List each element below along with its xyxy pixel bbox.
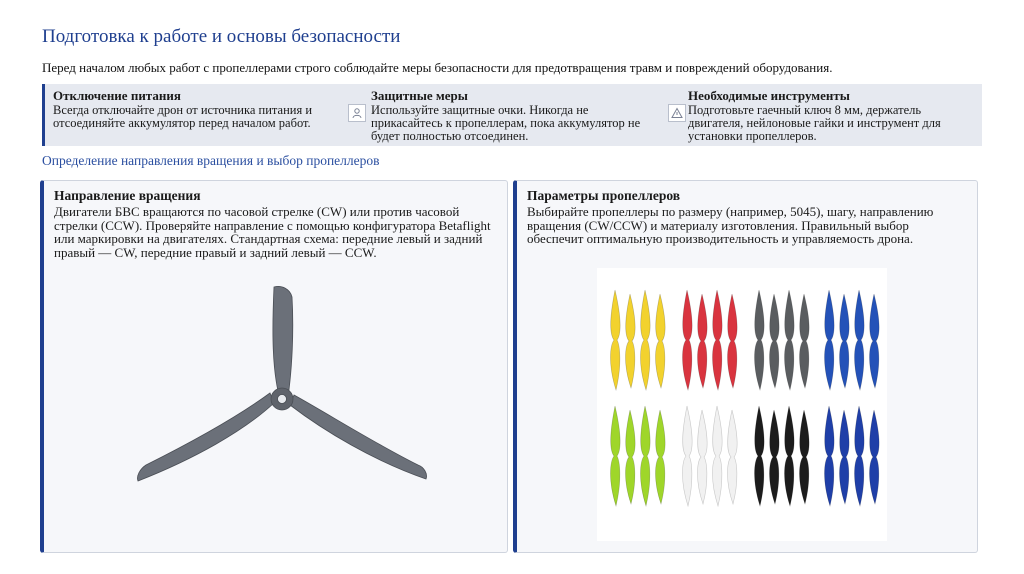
propeller-blade	[785, 406, 795, 506]
propeller-blade	[800, 410, 810, 504]
propeller-blade	[626, 410, 636, 504]
section-subtitle: Определение направления вращения и выбор пропеллеров	[42, 153, 380, 168]
card-rotation	[40, 180, 508, 553]
user-icon	[348, 104, 366, 122]
panel-safety	[346, 84, 668, 146]
propeller-blade	[785, 290, 795, 390]
panel-safety-title: Защитные меры	[371, 88, 468, 103]
propeller-blade	[713, 406, 723, 506]
propeller-blade	[825, 290, 835, 390]
propeller-blade	[611, 290, 621, 390]
alert-icon	[668, 104, 686, 122]
intro-text: Перед началом любых работ с пропеллерами строго соблюдайте меры безопасности для предотвращения травм и повреждений оборудования.	[42, 60, 833, 75]
propeller-blade	[870, 294, 880, 388]
propeller-blade	[611, 406, 621, 506]
propeller-blade	[855, 406, 865, 506]
propeller-blade	[656, 294, 666, 388]
card-propeller-params	[513, 180, 978, 553]
panel-power-off-body: Всегда отключайте дрон от источника питания и отсоединяйте аккумулятор перед началом работ.	[53, 103, 313, 130]
page-title: Подготовка к работе и основы безопасности	[42, 26, 401, 47]
card-rotation-title: Направление вращения	[54, 188, 201, 203]
propeller-blade	[683, 406, 693, 506]
propeller-blade	[755, 290, 765, 390]
three-blade-propeller-image	[134, 281, 434, 496]
propeller-blade	[713, 290, 723, 390]
propeller-blade	[698, 294, 708, 388]
panel-tools	[668, 84, 982, 146]
card-rotation-body: Двигатели БВС вращаются по часовой стрелке (CW) или против часовой стрелки (CCW). Проверяйте направление с помощью конфигуратора Betaflight или маркировки на двигателях. Стандартная схема: передние левый и задний правый — CW, передние правый и задний левый — CCW.	[54, 204, 491, 260]
panel-safety-body: Используйте защитные очки. Никогда не прикасайтесь к пропеллерам, пока аккумулятор не будет полностью отсоединен.	[371, 103, 641, 143]
propeller-blade	[698, 410, 708, 504]
propeller-blade	[770, 410, 780, 504]
propeller-blade	[770, 294, 780, 388]
propeller-blade	[840, 410, 850, 504]
propeller-blade	[656, 410, 666, 504]
propeller-blade	[641, 290, 651, 390]
propeller-blade	[855, 290, 865, 390]
propeller-blade	[825, 406, 835, 506]
card-propeller-params-body: Выбирайте пропеллеры по размеру (например, 5045), шагу, направлению вращения (CW/CCW) и материалу изготовления. Правильный выбор обеспечит оптимальную производительность и управляемость дрона.	[527, 204, 934, 246]
propeller-blade	[840, 294, 850, 388]
propeller-blade	[800, 294, 810, 388]
panel-tools-body: Подготовьте гаечный ключ 8 мм, держатель двигателя, нейлоновые гайки и инструмент для установки пропеллеров.	[688, 103, 941, 143]
propeller-blade	[728, 410, 738, 504]
panel-power-off-title: Отключение питания	[53, 88, 181, 103]
propeller-blade	[755, 406, 765, 506]
propeller-blade	[728, 294, 738, 388]
propeller-blade	[626, 294, 636, 388]
propeller-blade	[641, 406, 651, 506]
propeller-blade	[683, 290, 693, 390]
propeller-color-grid-image	[597, 268, 887, 541]
propeller-blade	[870, 410, 880, 504]
panel-tools-title: Необходимые инструменты	[688, 88, 850, 103]
panel-power-off	[42, 84, 346, 146]
card-propeller-params-title: Параметры пропеллеров	[527, 188, 681, 203]
